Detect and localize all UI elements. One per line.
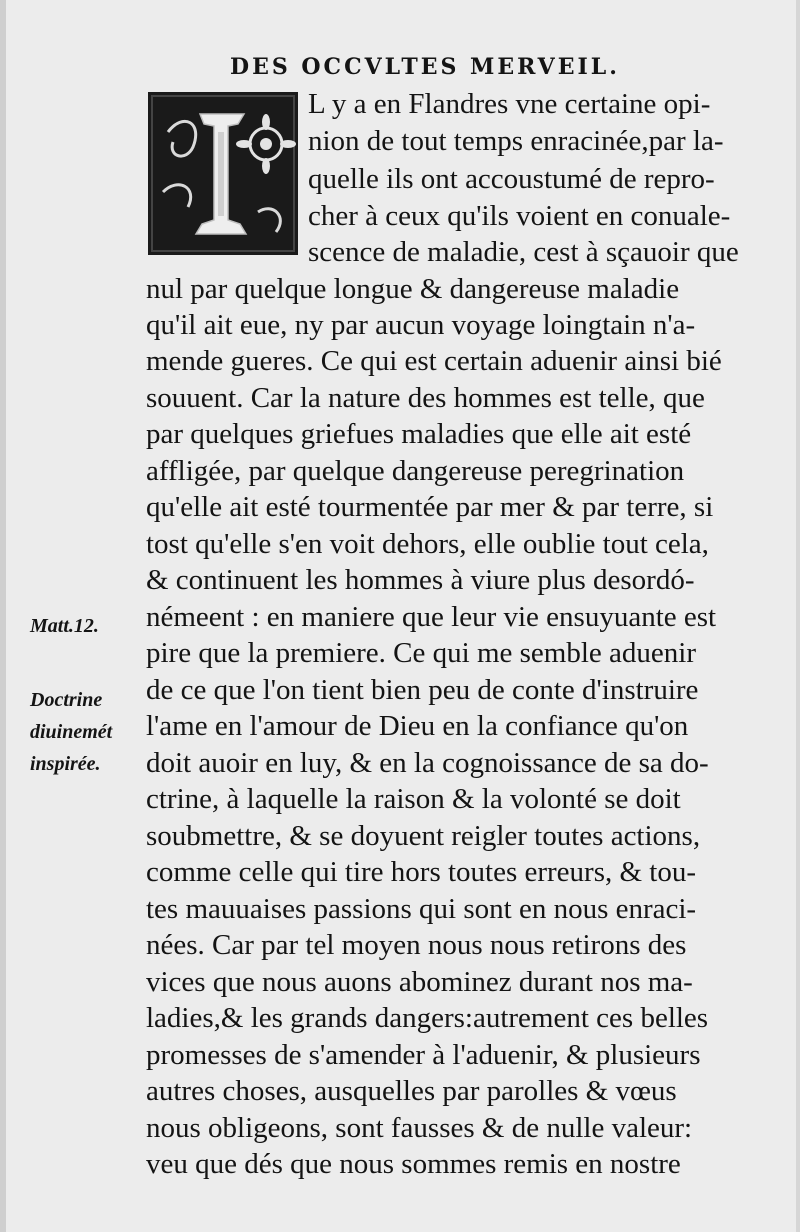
text-line: vices que nous auons abominez durant nos ma- [146, 966, 693, 998]
text-line: veu que dés que nous sommes remis en nostre [146, 1148, 681, 1180]
margin-note: Doctrine [30, 689, 103, 711]
running-head: DES OCCVLTES MERVEIL. [230, 54, 620, 80]
text-line: nées. Car par tel moyen nous nous retirons des [146, 929, 687, 961]
text-line: quelle ils ont accoustumé de repro- [308, 163, 715, 195]
text-line: autres choses, ausquelles par parolles & vœus [146, 1075, 677, 1107]
text-line: cher à ceux qu'ils voient en conuale- [308, 200, 731, 232]
margin-note: diuinemét [30, 721, 113, 743]
text-line: comme celle qui tire hors toutes erreurs, & tou- [146, 856, 697, 888]
text-line: souuent. Car la nature des hommes est telle, que [146, 382, 705, 414]
text-line: promesses de s'amender à l'aduenir, & plusieurs [146, 1039, 701, 1071]
page-edge-right [796, 0, 800, 1232]
text-line: soubmettre, & se doyuent reigler toutes actions, [146, 820, 701, 852]
decorated-initial-i-icon [148, 92, 298, 255]
text-line: ladies,& les grands dangers:autrement ces belles [146, 1002, 709, 1034]
text-line: & continuent les hommes à viure plus desordó- [146, 564, 695, 596]
text-line: par quelques griefues maladies que elle ait esté [146, 418, 692, 450]
text-line: nion de tout temps enracinée,par la- [308, 125, 724, 157]
text-line: de ce que l'on tient bien peu de conte d'instruire [146, 674, 699, 706]
text-line: nul par quelque longue & dangereuse maladie [146, 273, 680, 305]
text-line: l'ame en l'amour de Dieu en la confiance qu'on [146, 710, 689, 742]
text-line: affligée, par quelque dangereuse peregrination [146, 455, 685, 487]
text-line: doit auoir en luy, & en la cognoissance de sa do- [146, 747, 709, 779]
text-line: pire que la premiere. Ce qui me semble aduenir [146, 637, 696, 669]
text-line: tes mauuaises passions qui sont en nous enraci- [146, 893, 697, 925]
text-line: nous obligeons, sont fausses & de nulle valeur: [146, 1112, 693, 1144]
text-line: L y a en Flandres vne certaine opi- [308, 88, 711, 120]
text-line: némeent : en maniere que leur vie ensuyuante est [146, 601, 717, 633]
decorated-initial-woodcut [148, 92, 298, 255]
text-line: qu'elle ait esté tourmentée par mer & par terre, si [146, 491, 714, 523]
text-line: scence de maladie, cest à sçauoir que [308, 236, 739, 268]
text-line: tost qu'elle s'en voit dehors, elle oublie tout cela, [146, 528, 709, 560]
page-edge-left [0, 0, 6, 1232]
text-line: ctrine, à laquelle la raison & la volonté se doit [146, 783, 681, 815]
text-line: mende gueres. Ce qui est certain aduenir ainsi bié [146, 345, 722, 377]
margin-note-reference: Matt.12. [30, 615, 99, 637]
margin-note: inspirée. [30, 753, 101, 775]
text-line: qu'il ait eue, ny par aucun voyage loingtain n'a- [146, 309, 696, 341]
